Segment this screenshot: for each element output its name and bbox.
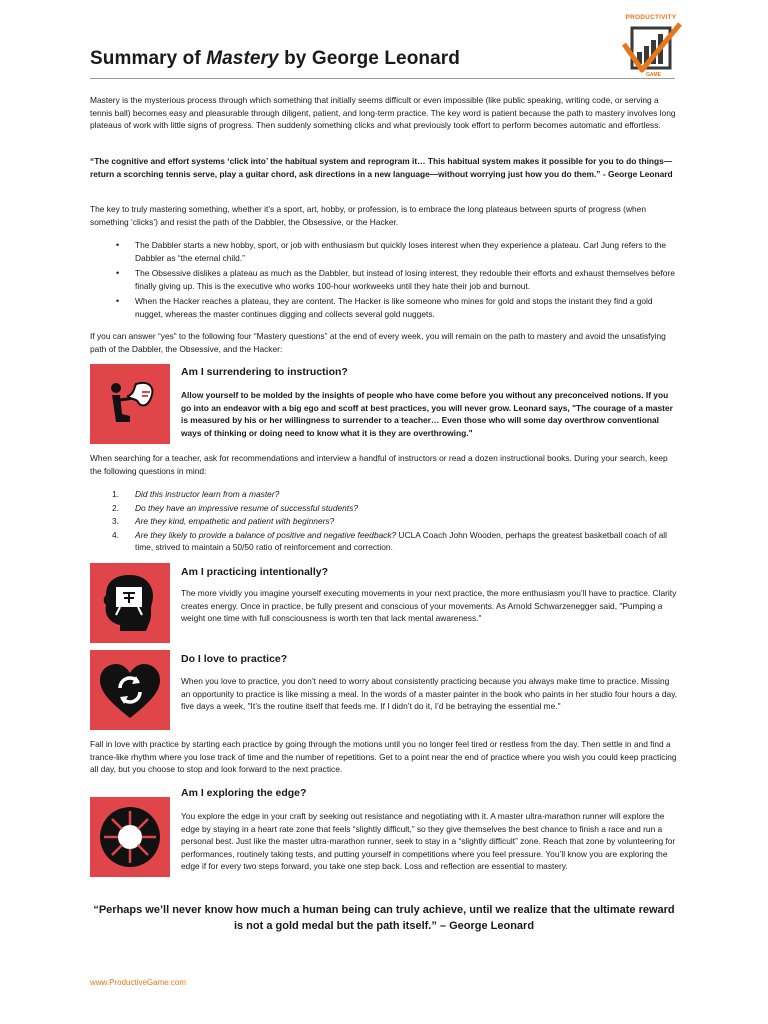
list-item: 2. Do they have an impressive resume of successful students? <box>112 502 358 513</box>
teacher-intro: When searching for a teacher, ask for recommendations and interview a handful of instructors or read a dozen instructional books. During your search, keep the following questions in mind: <box>90 453 668 476</box>
path-types-list <box>90 239 678 324</box>
leonard-quote: “The cognitive and effort systems ‘click into’ the habitual system and reprogram it… This habitual system makes it possible for you to do things—return a scorching tennis serve, play a guitar chord, ask directions in a new language—without worrying just how you do them.” - George Leonard <box>90 156 673 179</box>
mind-projector-icon <box>90 563 170 643</box>
teacher-questions-list <box>90 488 678 555</box>
section-heading-love: Do I love to practice? <box>181 653 288 665</box>
intro-paragraph: Mastery is the mysterious process through which something that initially seems difficult or even impossible (like public speaking, writing code, or serving a tennis ball) becomes easy and pleasurable through diligent, patient, and long-term practice. The key word is patient because the path to mastery involves long plateaus of work with little signs of progress. Then suddenly something clicks and what previously took effort to perform becomes automatic and effortless. <box>90 95 676 131</box>
section-text-surrender: Allow yourself to be molded by the insights of people who have come before you without any preconceived notions. If you go into an endeavor with a big ego and scoff at best practices, you will never grow. Leonard says, "The courage of a master is measured by his or her willingness to surrender to a teacher… Even those who will some day overthrow conventional ways of thinking or doing need to know what it is they are overthrowing." <box>181 390 673 438</box>
heart-refresh-icon <box>90 650 170 730</box>
logo-text-bottom: GAME <box>646 72 661 78</box>
footer-website: www.ProductiveGame.com <box>90 978 187 987</box>
section-heading-intentional: Am I practicing intentionally? <box>181 566 329 578</box>
closing-quote: “Perhaps we’ll never know how much a human being can truly achieve, until we realize that the ultimate reward is not a gold medal but the path itself.” – George Leonard <box>93 904 675 932</box>
logo-chart-icon <box>620 14 682 80</box>
title-book: Mastery <box>206 48 279 69</box>
section-text-edge: You explore the edge in your craft by seeking out resistance and negotiating with it. A master ultra-marathon runner will explore the edge by staying in a heart rate zone that feels “slightly difficult,” so they give themselves the best chance to finish a race and run a personal best. Just like the master ultra-marathon runner, seek to stay in a “slightly difficult” zone. Reach that zone by volunteering for performances, routinely taking tests, and putting yourself in competitions where you feel pressure. You’ll know you are exploring the edge if for every two steps forward, you take one step back. Loss and reflection are essential to mastery. <box>181 811 676 872</box>
section-text-intentional: The more vividly you imagine yourself executing movements in your next practice, the more enthusiasm you’ll have to practice. Clarity creates energy. Once in practice, be fully present and conscious of your movements. As Arnold Schwarzenegger said, "Pumping a weight one time with full consciousness is worth ten that lack mental awareness." <box>181 588 677 624</box>
list-item: • The Obsessive dislikes a plateau as much as the Dabbler, but instead of losing interest, they redouble their efforts and exhaust themselves before finally giving up. This is the executive who works 100-hour workweeks until they hate their job and burnout. <box>90 267 678 292</box>
section-heading-surrender: Am I surrendering to instruction? <box>181 366 348 378</box>
kneeling-person-icon <box>90 364 170 444</box>
list-item: • The Dabbler starts a new hobby, sport, or job with enthusiasm but quickly loses interest when they experience a plateau. Carl Jung refers to the Dabbler as “the eternal child.” <box>90 239 678 264</box>
page-title <box>90 48 460 70</box>
logo-text-top: PRODUCTIVITY <box>625 14 677 21</box>
title-author: by George Leonard <box>278 48 460 69</box>
title-divider <box>90 78 675 79</box>
section-text-love: When you love to practice, you don’t need to worry about consistently practicing because you always make time to practice. Missing an opportunity to practice is like missing a meal. In the words of a master painter in the book who paints in her studio four hours a day, five days a week, "It’s the routine itself that feeds me. If I didn’t do it, I’d be betraying the essential me." <box>181 676 678 712</box>
expand-circle-icon <box>90 797 170 877</box>
list-item: • When the Hacker reaches a plateau, they are content. The Hacker is like someone who mines for gold and stops the instant they find a gold nugget, whereas the master continues digging and collects several gold nuggets. <box>90 295 678 320</box>
productivity-game-logo <box>620 14 682 80</box>
list-item: 3. Are they kind, empathetic and patient with beginners? <box>112 516 335 527</box>
fall-in-love-paragraph: Fall in love with practice by starting each practice by going through the motions until you no longer feel tired or restless from the day. Then settle in and find a trance-like rhythm where you lose track of time and the number of repetitions. Get to a point near the end of practice where you wish you could keep practicing all day, but you choose to stop and look forward to the next practice. <box>90 739 677 775</box>
questions-intro: If you can answer “yes” to the following four “Mastery questions” at the end of every week, you will remain on the path to mastery and avoid the unsatisfying path of the Dabbler, the Obsessive, and the Hacker: <box>90 331 666 354</box>
list-item: 1. Did this instructor learn from a master? <box>112 489 280 499</box>
section-heading-edge: Am I exploring the edge? <box>181 787 307 799</box>
list-item: 4. Are they likely to provide a balance of positive and negative feedback? UCLA Coach John Wooden, perhaps the greatest basketball coach of all time, strived to maintain a 50/50 ratio of reinforcement and correction. <box>112 529 667 553</box>
title-prefix: Summary of <box>90 48 207 69</box>
key-paragraph: The key to truly mastering something, whether it’s a sport, art, hobby, or profession, is to embrace the long plateaus between spurts of progress (when something ‘clicks’) and resist the path of the Dabbler, the Obsessive, or the Hacker. <box>90 204 646 227</box>
